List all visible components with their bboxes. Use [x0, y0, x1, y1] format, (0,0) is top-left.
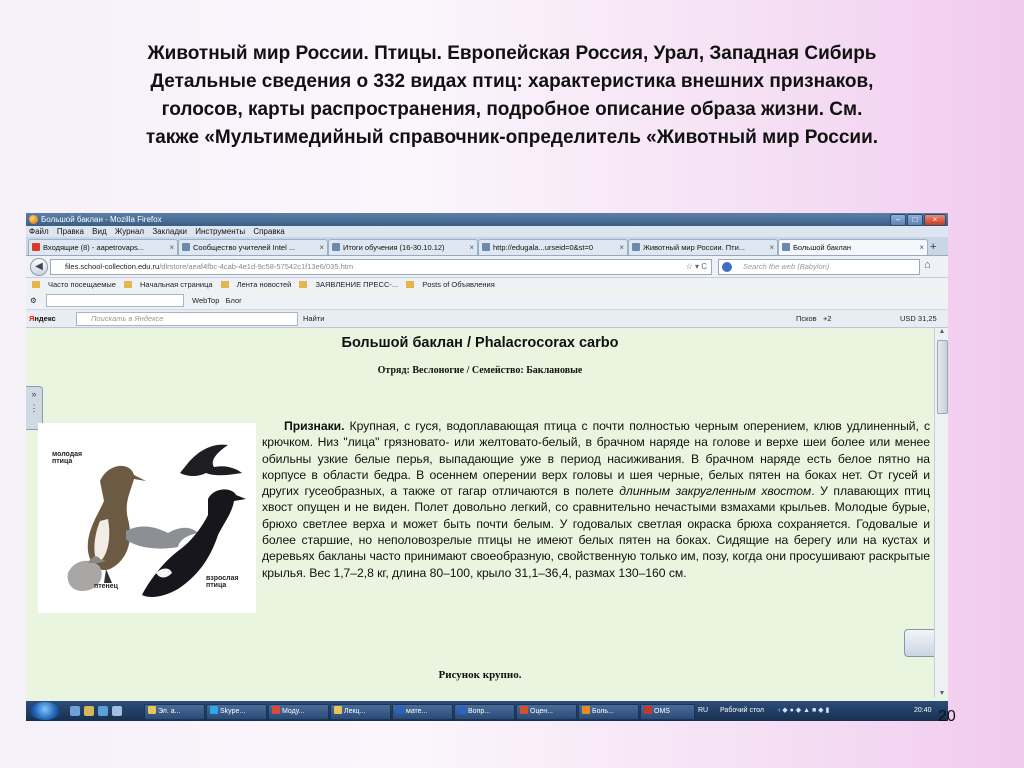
home-icon[interactable]: ⌂: [924, 259, 931, 271]
app-icon: [148, 706, 156, 714]
folder-icon: [124, 281, 132, 288]
enlarge-image-link[interactable]: Рисунок крупно.: [438, 669, 522, 681]
folder-icon: [221, 281, 229, 288]
menu-view[interactable]: Вид: [92, 227, 107, 236]
taskbar-label: OMS: [654, 708, 670, 715]
window-title: Большой баклан - Mozilla Firefox: [41, 215, 162, 224]
tab-inbox[interactable]: [28, 239, 178, 255]
tab-intel[interactable]: [178, 239, 328, 255]
powerpoint-icon: [520, 706, 528, 714]
label-chick: птенец: [94, 583, 118, 590]
language-indicator[interactable]: RU: [698, 707, 709, 714]
close-tab-icon[interactable]: ×: [769, 243, 774, 252]
taskbar-item[interactable]: [392, 704, 453, 720]
tab-cormorant[interactable]: [778, 239, 928, 255]
floating-widget-icon[interactable]: [904, 629, 934, 657]
bookmarks-bar: [26, 278, 948, 291]
taskbar-item[interactable]: [454, 704, 515, 720]
menu-help[interactable]: Справка: [253, 227, 285, 236]
yandex-placeholder: Поискать в Яндексе: [91, 314, 164, 323]
scrollbar-thumb[interactable]: [937, 340, 948, 414]
address-bar[interactable]: [50, 259, 712, 275]
webtop-button[interactable]: [192, 292, 242, 309]
back-arrow-icon[interactable]: ◀: [30, 258, 48, 276]
page-icon: [182, 243, 190, 251]
maximize-button[interactable]: □: [907, 214, 923, 226]
taskbar-label: Skype...: [220, 708, 246, 715]
tab-label: http://edugala...urseid=0&st=0: [493, 243, 594, 252]
weather-city[interactable]: [796, 310, 832, 327]
quicklaunch-icon[interactable]: [98, 706, 108, 716]
quicklaunch-icon[interactable]: [70, 706, 80, 716]
taskbar-label: Эл. а...: [158, 708, 181, 715]
chrome-icon: [272, 706, 280, 714]
folder-icon: [32, 281, 40, 288]
bookmark-label: Часто посещаемые: [48, 280, 116, 289]
taskbar-item[interactable]: [640, 704, 695, 720]
windows-taskbar: [26, 701, 948, 721]
slide-title-line-4: также «Мультимедийный справочник-определитель «Животный мир России.: [145, 127, 879, 148]
navigation-bar: [26, 256, 948, 278]
tray-icons[interactable]: ‹ ◆ ● ◆ ▲ ■ ◆ ▮: [778, 707, 830, 714]
bookmark-news[interactable]: [221, 280, 292, 289]
search-placeholder: Search the web (Babylon): [743, 262, 830, 271]
menu-tools[interactable]: Инструменты: [195, 227, 246, 236]
new-tab-button[interactable]: +: [930, 241, 937, 253]
firefox-icon: [29, 215, 38, 224]
tab-label: Большой баклан: [793, 243, 852, 252]
app-icon: [644, 706, 652, 714]
tab-label: Итоги обучения (16-30.10.12): [343, 243, 445, 252]
tab-strip: [26, 237, 948, 256]
bookmark-frequent[interactable]: [32, 280, 116, 289]
settings-icon[interactable]: ⚙: [30, 296, 37, 305]
tab-label: Входящие (8) - aapetrovaps...: [43, 243, 145, 252]
addon-search-input[interactable]: [46, 294, 184, 307]
description-italic: длинным закругленным хвостом: [619, 484, 812, 499]
taskbar-label: мате...: [406, 708, 428, 715]
page-title: Большой баклан / Phalacrocorax carbo: [341, 335, 619, 351]
taskbar-label: Оцен...: [530, 708, 553, 715]
taskbar-label: Моду...: [282, 708, 305, 715]
tab-label: Сообщество учителей Intel ...: [193, 243, 296, 252]
page-icon: [332, 243, 340, 251]
yandex-toolbar: [26, 310, 948, 328]
slide-title: [40, 40, 984, 152]
quicklaunch-icon[interactable]: [84, 706, 94, 716]
taskbar-label: Боль...: [592, 708, 614, 715]
bookmark-label: Лента новостей: [236, 280, 292, 289]
webtop-label: WebTop: [192, 296, 220, 305]
page-icon: [482, 243, 490, 251]
menu-bookmarks[interactable]: Закладки: [152, 227, 187, 236]
cormorant-illustration[interactable]: [38, 423, 256, 613]
bookmark-label: Начальная страница: [140, 280, 213, 289]
close-tab-icon[interactable]: ×: [919, 243, 924, 252]
tab-edugalaxy[interactable]: [478, 239, 628, 255]
firefox-icon: [582, 706, 590, 714]
tab-animals[interactable]: [628, 239, 778, 255]
bookmark-press[interactable]: [299, 280, 398, 289]
taskbar-item[interactable]: [578, 704, 639, 720]
word-icon: [458, 706, 466, 714]
quicklaunch-icon[interactable]: [112, 706, 122, 716]
menu-history[interactable]: Журнал: [114, 227, 145, 236]
bookmark-posts[interactable]: [406, 280, 495, 289]
close-tab-icon[interactable]: ×: [619, 243, 624, 252]
skype-icon: [210, 706, 218, 714]
babylon-icon: [722, 262, 732, 272]
label-adult-bird: взрослая птица: [206, 575, 239, 589]
menu-file[interactable]: Файл: [29, 227, 49, 236]
word-icon: [396, 706, 404, 714]
taskbar-item[interactable]: [268, 704, 329, 720]
taskbar-item[interactable]: [206, 704, 267, 720]
start-button[interactable]: [30, 702, 60, 720]
page-icon: [632, 243, 640, 251]
addon-toolbar: [26, 292, 948, 310]
bookmark-label: Posts of Объявления: [422, 280, 495, 289]
browser-screenshot: [26, 213, 948, 721]
reload-icon[interactable]: ☆ ▾ C: [685, 262, 707, 271]
sidebar-handle[interactable]: » ⋮: [26, 386, 43, 430]
signs-label: Признаки.: [284, 419, 345, 433]
description-part-2: . У плавающих птиц хвост опущен и не виден. Полет довольно легкий, со сравнительно нечастыми взмахами крыльев. Молодые бурые, брюхо светлее верха и может быть почти белым. У годовалых светлая окраска брюха сохраняется. Годовалые и более старшие, но неполовозрелые птицы не имеют белых пятен на боках. Сидящие на берегу или на кустах и деревьях бакланы часто принимают своеобразную, свойственную только им, позу, когда они просушивают раскрытые крылья. Вес 1,7–2,8 кг, длина 80–100, крыло 31,1–36,4, размах 130–160 см.: [262, 484, 931, 580]
yandex-search-input[interactable]: [76, 312, 298, 326]
url-host: files.school-collection.edu.ru: [65, 262, 160, 271]
taxonomy-line: Отряд: Веслоногие / Семейство: Баклановые: [377, 365, 583, 376]
label-young-bird: молодая птица: [52, 451, 83, 465]
taskbar-item[interactable]: [330, 704, 391, 720]
taskbar-label: Вопр...: [468, 708, 491, 715]
window-titlebar: [26, 213, 948, 226]
bookmark-start-page[interactable]: [124, 280, 213, 289]
url-path: /dlrstore/aeaf4fbc-4cab-4e1d-9c58-57542c1f13e6/035.htm: [159, 262, 354, 271]
folder-icon: [299, 281, 307, 288]
close-tab-icon[interactable]: ×: [469, 243, 474, 252]
taskbar-label: Лекц...: [344, 708, 366, 715]
folder-icon: [334, 706, 342, 714]
slide-page-number: 20: [938, 708, 956, 725]
usd-rate[interactable]: USD 31,25: [900, 314, 937, 323]
close-tab-icon[interactable]: ×: [319, 243, 324, 252]
desktop-toolbar[interactable]: Рабочий стол: [720, 707, 764, 714]
yandex-logo[interactable]: Яндекс: [29, 314, 56, 323]
close-tab-icon[interactable]: ×: [169, 243, 174, 252]
clock[interactable]: 20:40: [914, 707, 932, 714]
folder-icon: [406, 281, 414, 288]
slide-title-line-1: Животный мир России. Птицы. Европейская Россия, Урал, Западная Сибирь: [147, 43, 877, 64]
page-content: [26, 328, 934, 697]
slide-title-line-3: голосов, карты распространения, подробное описание образа жизни. См.: [161, 99, 863, 120]
slide-title-line-2: Детальные сведения о 332 видах птиц: характеристика внешних признаков,: [150, 71, 874, 92]
tab-results[interactable]: [328, 239, 478, 255]
taskbar-item[interactable]: [144, 704, 205, 720]
close-window-button[interactable]: ×: [924, 214, 946, 226]
description-part-1: Крупная, с гуся, водоплавающая птица с почти полностью черным оперением, клюв удлиненный, с крючком. Низ "лица" грязновато- или желтовато-белый, в брачном наряде на голове и верхе шеи более или менее обильны узкие белые перья, выпадающие уже в период насиживания. В брачном наряде есть белое пятно на корпусе в области бедра. В осеннем оперении верх головы и шея черные, белых пятен на боках нет. От гусей и других гусеобразных, а также от гагар отличаются в полете: [262, 419, 930, 499]
search-input[interactable]: [718, 259, 920, 275]
yandex-find-button[interactable]: Найти: [303, 314, 325, 323]
tab-label: Животный мир России. Пти...: [643, 243, 746, 252]
temperature: +2: [822, 314, 832, 323]
gmail-icon: [32, 243, 40, 251]
minimize-button[interactable]: –: [890, 214, 906, 226]
description-text: [262, 418, 930, 581]
scroll-up-icon[interactable]: ▲: [938, 328, 946, 335]
menu-edit[interactable]: Правка: [56, 227, 84, 236]
bookmark-label: ЗАЯВЛЕНИЕ ПРЕСС-...: [315, 280, 399, 289]
page-icon: [782, 243, 790, 251]
blog-label: Блог: [225, 296, 242, 305]
taskbar-item[interactable]: [516, 704, 577, 720]
city-label: Псков: [796, 314, 817, 323]
scroll-down-icon[interactable]: ▼: [938, 690, 946, 697]
vertical-scrollbar[interactable]: [934, 328, 948, 697]
menu-bar: [26, 226, 948, 237]
